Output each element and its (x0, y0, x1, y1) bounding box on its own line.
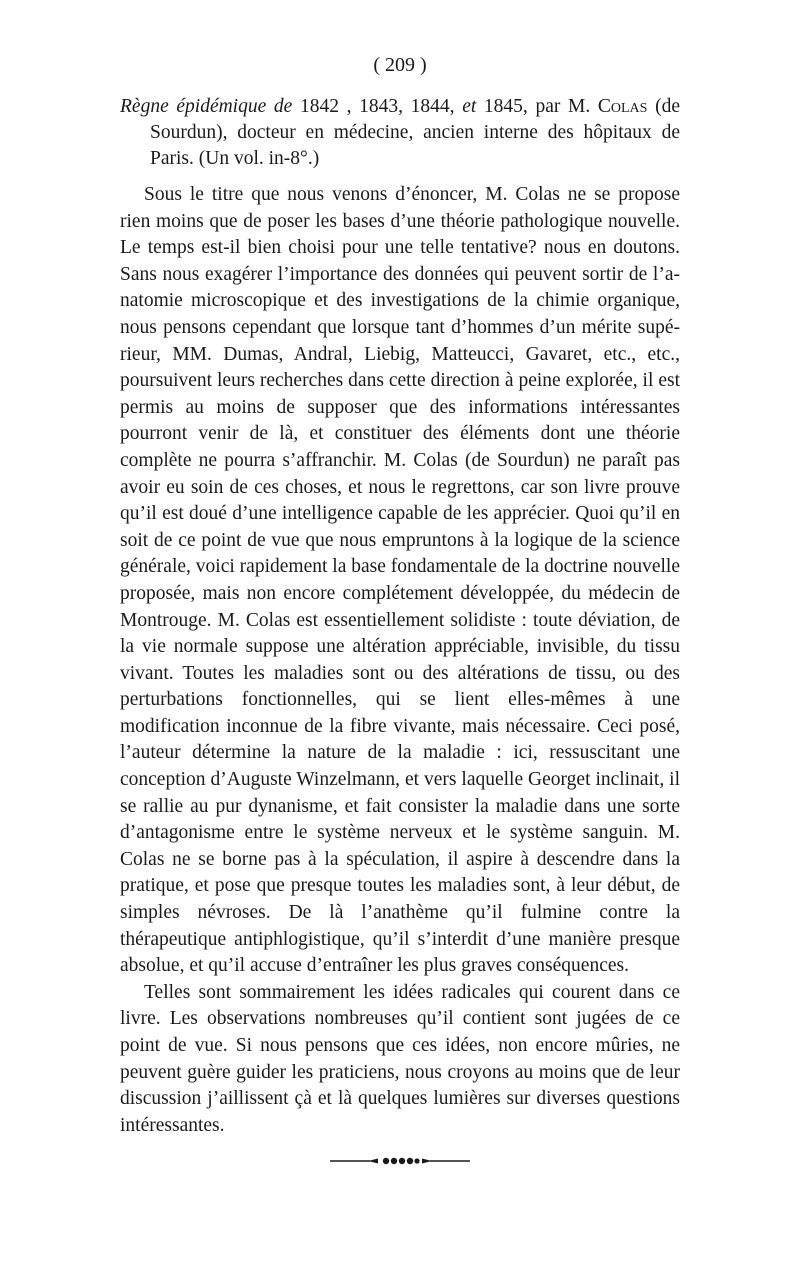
body-paragraph-2: Telles sont sommairement les idées radicales qui courent dans ce livre. Les observations nombreuses qu’il contient sont jugées de ce point de vue. Si nous pensons que ces idées, non encore mûries, ne peuvent guère guider les praticiens, nous croyons au moins que de leur discussion j’aillissent çà et là quelques lumières sur diverses questions intéressantes. (120, 981, 680, 1136)
document-page (120, 52, 680, 1165)
entry-title (120, 94, 680, 172)
entry-title-rest: (de Sourdun), docteur en médecine, ancien interne des hôpitaux de Paris. (Un vol. in-8°.) (150, 96, 680, 169)
entry-years: 1842 , 1843, 1844, (292, 96, 455, 117)
end-ornament-icon (330, 1157, 470, 1165)
entry-author: Colas (590, 96, 648, 117)
entry-title-italic: Règne épidémique de (120, 96, 293, 117)
page-number: ( 209 ) (373, 54, 427, 76)
entry-year-last: 1845, par M. (476, 96, 591, 117)
entry-et: et (454, 96, 477, 117)
body-paragraph-1: Sous le titre que nous venons d’énoncer, M. Colas ne se propose rien moins que de poser les bases d’une théorie pathologique nouvelle. Le temps est-il bien choisi pour une telle tentative? nous en doutons. Sans nous exagérer l’importance des données qui peuvent sortir de l’anatomie microscopique et des investigations de la chimie organique, nous pensons cependant que lorsque tant d’hommes d’un mérite supérieur, MM. Dumas, Andral, Liebig, Matteucci, Gavaret, etc., etc., poursuivent leurs recherches dans cette direction à peine explorée, il est permis au moins de supposer que des informations intéressantes pourront venir de là, et constituer des éléments dont une théorie complète ne pourra s’affranchir. M. Colas (de Sourdun) ne paraît pas avoir eu soin de ces choses, et nous le regrettons, car son livre prouve qu’il est doué d’une intelligence capable de les apprécier. Quoi qu’il en soit de ce point de vue que nous empruntons à la logique de la science générale, voici rapidement la base fondamentale de la doctrine nouvelle proposée, mais non encore complétement développée, du médecin de Montrouge. M. Colas est essentiellement solidiste : toute déviation, de la vie normale suppose une altération appréciable, invisible, du tissu vivant. Toutes les maladies sont ou des altérations de tissu, ou des perturbations fonctionnelles, qui se lient elles-mêmes à une modification inconnue de la fibre vivante, mais nécessaire. Ceci posé, l’auteur détermine la nature de la maladie : ici, ressuscitant une conception d’Auguste Winzelmann, et vers laquelle Georget inclinait, il se rallie au pur dynanisme, et fait consister la maladie dans une sorte d’antagonisme entre le système nerveux et le système sanguin. M. Colas ne se borne pas à la spéculation, il aspire à descendre dans la pratique, et pose que presque toutes les maladies sont, à leur début, de simples névroses. De là l’anathème qu’il fulmine contre la thérapeutique antiphlogistique, qu’il s’interdit d’une manière presque absolue, et qu’il accuse d’entraîner les plus graves conséquences. (120, 184, 680, 977)
